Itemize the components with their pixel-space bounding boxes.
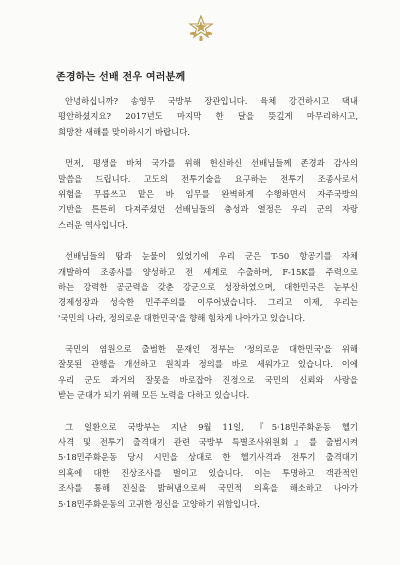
text-line: 말씀을 드립니다. 고도의 전투기술을 요구하는 전투기 조종사로서: [58, 173, 358, 184]
text-line: 스러운 역사입니다.: [58, 219, 129, 230]
text-line: 평안하셨지요? 2017년도 마지막 한 달을 뜻깊게 마무리하시고,: [58, 111, 358, 122]
text-line: 조사를 통해 진실을 밝혀냄으로써 국민적 의혹을 해소하고 나아가: [58, 483, 358, 494]
text-line: 국민의 염원으로 출범한 문재인 정부는 '정의로운 대한민국'을 위해: [65, 344, 358, 355]
text-line: 우리 군도 과거의 잘못을 바로잡아 진정으로 국민의 신뢰와 사랑을: [58, 374, 358, 385]
paragraph-investigation: [58, 420, 358, 512]
text-line: 하는 강력한 공군력을 갖춘 강군으로 성장하였으며, 대한민국은 눈부신: [58, 281, 358, 292]
text-line: 개발하여 조종사를 양성하고 전 세계로 수출하며, F-15K를 주력으로: [58, 266, 358, 277]
text-line: 기반을 튼튼히 다져주셨던 선배님들의 충성과 열정은 우리 군의 자랑: [58, 204, 358, 215]
text-line: 경제성장과 성숙한 민주주의를 이루어냈습니다. 그리고 이제, 우리는: [58, 297, 358, 308]
text-line: 선배님들의 땀과 눈물이 있었기에 우리 군은 T-50 항공기를 자체: [65, 251, 358, 262]
letter-body: [58, 94, 358, 528]
letter-heading: 존경하는 선배 전우 여러분께: [56, 72, 186, 83]
text-line: 5·18민주화운동의 고귀한 정신을 고양하기 위함입니다.: [58, 498, 260, 509]
text-line: 의혹에 대한 진상조사를 벌이고 있습니다. 이는 투명하고 객관적인: [58, 467, 358, 478]
text-line: 먼저, 평생을 바쳐 국가를 위해 헌신하신 선배님들께 존경과 감사의: [65, 158, 358, 169]
paragraph-history: [58, 249, 358, 326]
text-line: 위험을 무릅쓰고 맡은 바 임무를 완벽하게 수행하면서 자주국방의: [58, 188, 358, 199]
paragraph-gratitude: [58, 156, 358, 233]
text-line: 5·18민주화운동 당시 시민을 상대로 한 헬기사격과 전투기 출격대기: [58, 452, 358, 463]
text-line: 그 일환으로 국방부는 지난 9월 11일, 『5·18민주화운동 헬기: [65, 421, 358, 432]
paragraph-government: [58, 342, 358, 404]
text-line: '국민의 나라, 정의로운 대한민국'을 향해 힘차게 나아가고 있습니다.: [58, 312, 305, 323]
text-line: 받는 군대가 되기 위해 모든 노력을 다하고 있습니다.: [58, 390, 250, 401]
text-line: 안녕하십니까? 송영무 국방부 장관입니다. 육체 강건하시고 댁내: [65, 96, 358, 106]
ministry-emblem-icon: [186, 14, 216, 44]
paragraph-greeting: [58, 94, 358, 140]
text-line: 희망찬 새해를 맞이하시기 바랍니다.: [58, 126, 191, 137]
text-line: 잘못된 관행을 개선하고 원칙과 정의를 바로 세워가고 있습니다. 이에: [58, 359, 358, 370]
text-line: 사격 및 전투기 출격대기 관련 국방부 특별조사위원회』를 출범시켜: [58, 437, 358, 448]
